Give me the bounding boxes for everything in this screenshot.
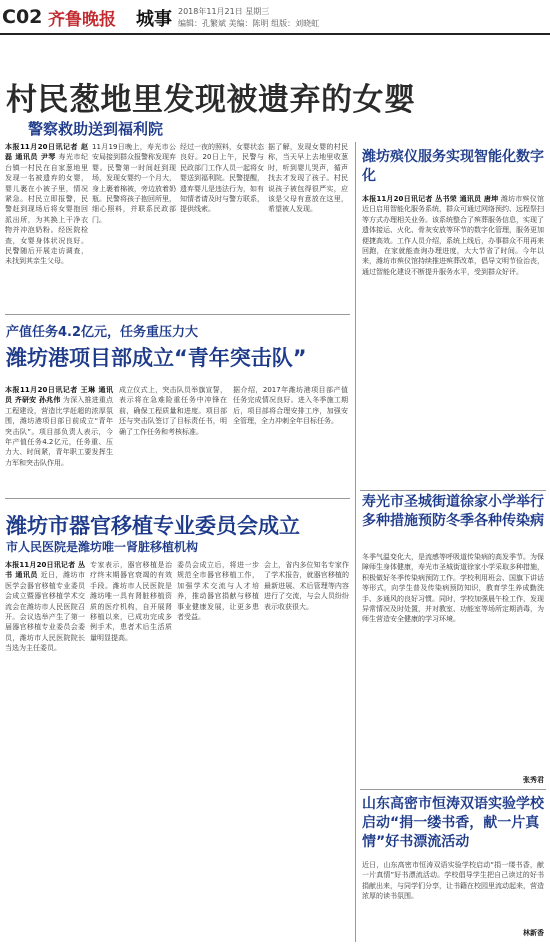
lead-column-1 (5, 142, 88, 307)
newspaper-logo: 齐鲁晚报 (48, 10, 116, 30)
right2-body: 冬季气温变化大，是流感等呼吸道传染病的高发季节。为保障师生身体健康，寿光市圣城街道徐家小学采取多种措施，积极做好冬季传染病预防工作。学校利用班会、国旗下讲话等形式，向学生普及传染病预防知识，教育学生养成勤洗手、多通风的良好习惯。同时，学校加强晨午检工作，发现异常情况及时处置，并对教室、功能室等场所定期消毒，为师生营造安全健康的学习环境。 (362, 553, 544, 624)
divider-right2 (360, 490, 546, 491)
story3-subhead: 市人民医院是潍坊唯一肾脏移植机构 (6, 540, 199, 554)
right1-text: 潍坊市殡仪馆近日启用智能化服务系统，群众可通过网络预约、远程祭扫等方式办理相关业务。该系统整合了殡葬服务信息，实现了遗体接运、火化、骨灰安放等环节的数字化管理，服务更加便捷高效。工作人员介绍，系统上线后，办事群众不用再来回跑，在家就能查询办理进度，大大节省了时间。今年以来，潍坊市殡仪馆持续推进殡葬改革，倡导文明节俭治丧，通过智能化建设不断提升服务水平，受到群众好评。 (362, 195, 544, 276)
lead-column-3: 经过一夜的照料，女婴状态良好。20日上午，民警与民政部门工作人员一起将女婴送到福利院。民警提醒，遗弃婴儿是违法行为，如有知情者请及时与警方联系，提供线索。 (180, 143, 264, 214)
right2-author: 张秀君 (523, 776, 544, 784)
story3-text-1: 近日，潍坊市医学会器官移植专业委员会成立暨器官移植学术交流会在潍坊市人民医院召开。会议选举产生了第一届器官移植专业委员会委员，潍坊市人民医院院长当选为主任委员。 (5, 571, 85, 653)
section-title: 城事 (136, 9, 172, 30)
story3-column-1 (5, 560, 85, 940)
right3-author: 林新香 (523, 929, 544, 937)
date-line: 2018年11月21日 星期三 (178, 7, 270, 16)
story2-byline: 本报11月20日讯记者 王琳 通讯员 齐研安 孙兆伟 (5, 386, 113, 405)
story3-column-2: 专家表示，器官移植是治疗终末期器官衰竭的有效手段。潍坊市人民医院是潍坊唯一具有肾脏移植资质的医疗机构，自开展肾移植以来，已成功完成多例手术，患者术后生活质量明显提高。 (90, 561, 172, 642)
lead-headline: 村民葱地里发现被遗弃的女婴 (6, 82, 416, 118)
story2-column-2: 成立仪式上，突击队员举旗宣誓，表示将在急难险重任务中冲锋在前，确保工程质量和进度。项目部还与突击队签订了目标责任书，明确了工作任务和考核标准。 (119, 386, 227, 436)
staff-line: 编辑：孔繁斌 美编：陈明 组版：刘晓虹 (178, 19, 320, 28)
masthead-meta (178, 6, 319, 30)
column-divider (355, 142, 356, 942)
masthead (0, 0, 550, 34)
lead-column-4: 据了解，发现女婴的村民称，当天早上去地里收葱时，听到婴儿哭声，循声找去才发现了孩子。村民说孩子被包得很严实，应该是父母有意放在这里，希望被人发现。 (268, 143, 348, 214)
right3-headline: 山东高密市恒涛双语实验学校启动“捐一缕书香，献一片真情”好书漂流活动 (362, 796, 544, 850)
story3-byline: 本报11月20日讯记者 丛书 通讯员 (5, 561, 85, 580)
story2-kicker: 产值任务4.2亿元，任务重压力大 (6, 325, 199, 340)
masthead-rule (0, 33, 550, 35)
right1-headline: 潍坊殡仪服务实现智能化数字化 (362, 149, 544, 184)
story2-headline: 潍坊港项目部成立“青年突击队” (6, 346, 307, 370)
divider-right3 (360, 789, 546, 790)
story3-column-4: 会上，省内多位知名专家作了学术报告，就器官移植的最新进展、术后管理等内容进行了交流，与会人员纷纷表示收获很大。 (264, 561, 349, 611)
lead-column-2: 11月19日晚上，寿光市公安局接到群众报警称发现弃婴。民警第一时间赶到现场，发现女婴约一个月大，身上裹着棉被，旁边放着奶瓶。民警将孩子抱回所里，细心照料，并联系民政部门。 (92, 143, 176, 224)
story2-text-1: 为深入推进重点工程建设，营造比学赶超的浓厚氛围，潍坊港项目部日前成立“青年突击队”。项目部负责人表示，今年产值任务4.2亿元，任务重、压力大、时间紧，青年职工要发挥生力军和突击队作用。 (5, 396, 113, 467)
story3-column-3: 委员会成立后，将进一步规范全市器官移植工作，加强学术交流与人才培养，推动器官捐献与移植事业健康发展，让更多患者受益。 (177, 561, 259, 622)
lead-byline: 本报11月20日讯记者 赵磊 通讯员 尹琴 (5, 143, 88, 162)
divider-story2 (5, 314, 350, 315)
divider-story3 (5, 498, 350, 499)
lead-subhead: 警察救助送到福利院 (28, 120, 164, 138)
story3-headline: 潍坊市器官移植专业委员会成立 (6, 514, 300, 538)
story2-column-3: 据介绍，2017年潍坊港项目部产值任务完成情况良好。进入冬季施工期后，项目部将合理安排工序，加强安全管理，全力冲刺全年目标任务。 (233, 386, 348, 426)
right1-body (362, 194, 544, 484)
story2-column-1 (5, 385, 113, 493)
right3-body: 近日，山东高密市恒涛双语实验学校启动“捐一缕书香，献一片真情”好书漂流活动。学校倡导学生把自己读过的好书捐献出来，与同学们分享，让书籍在校园里流动起来，营造浓厚的读书氛围。 (362, 861, 544, 901)
right2-headline: 寿光市圣城街道徐家小学举行多种措施预防冬季各种传染病 (362, 494, 544, 529)
page-number: C02 (2, 6, 43, 28)
lead-text-1: 寿光市纪台镇一村民在自家葱地里发现一名被遗弃的女婴，婴儿裹在小被子里，情况紧急。村民立即报警，民警赶到现场后将女婴抱回派出所，为其换上干净衣物并冲泡奶粉。经医院检查，女婴身体状况良好。民警随后开展走访调查，未找到其亲生父母。 (5, 153, 88, 266)
right1-byline: 本报11月20日讯记者 丛书荣 通讯员 唐坤 (362, 195, 499, 203)
